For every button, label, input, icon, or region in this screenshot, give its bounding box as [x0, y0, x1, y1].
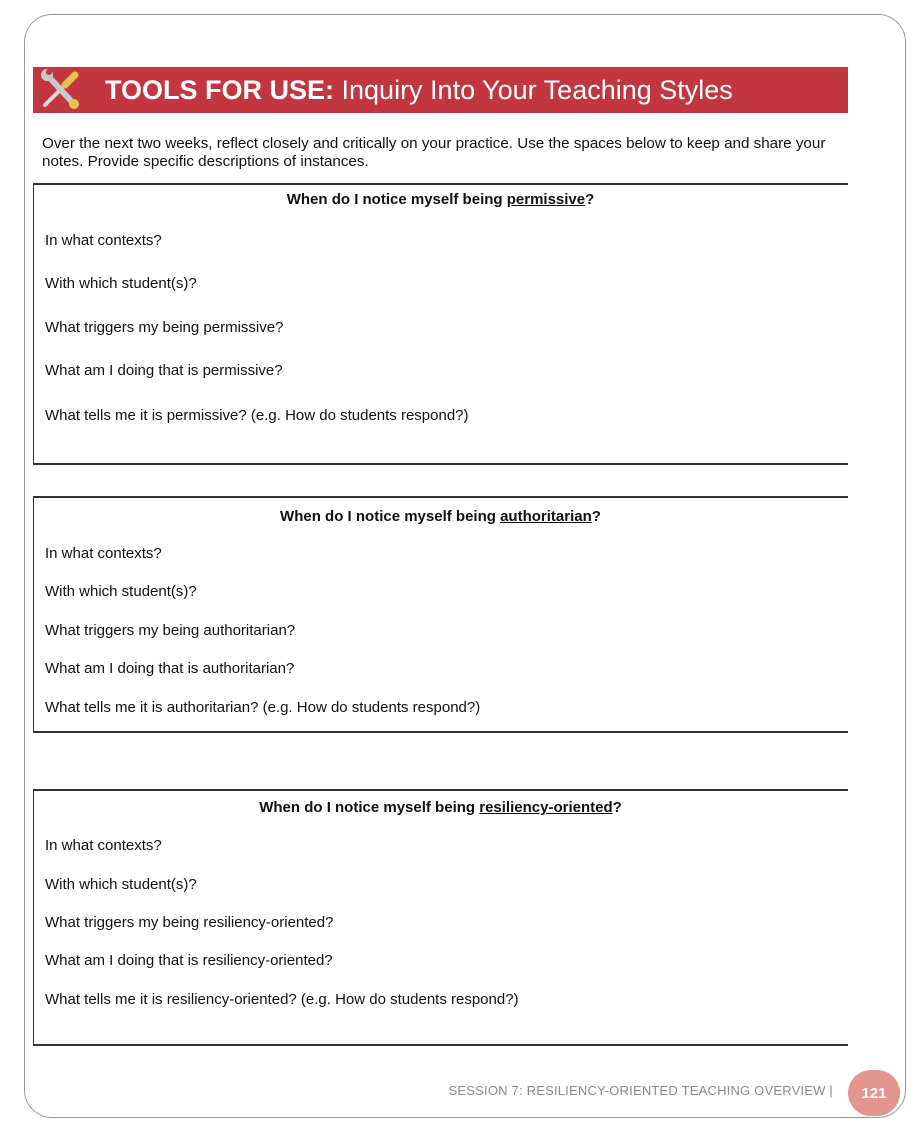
heading-suffix: ?	[585, 191, 595, 208]
question-contexts: In what contexts?	[45, 545, 162, 562]
section-heading	[34, 191, 847, 208]
heading-prefix: When do I notice myself being	[280, 508, 501, 525]
question-tells: What tells me it is resiliency-oriented? (e.g. How do students respond?)	[45, 991, 519, 1008]
question-students: With which student(s)?	[45, 876, 197, 893]
heading-style: authoritarian	[500, 508, 592, 525]
title-banner	[33, 67, 848, 113]
section-permissive	[33, 183, 848, 465]
heading-prefix: When do I notice myself being	[286, 191, 507, 208]
section-heading	[34, 799, 847, 816]
tools-icon	[37, 67, 83, 113]
page-title	[105, 67, 733, 113]
question-tells: What tells me it is permissive? (e.g. How do students respond?)	[45, 407, 469, 424]
section-authoritarian	[33, 496, 848, 733]
question-doing: What am I doing that is resiliency-oriented?	[45, 952, 333, 969]
question-doing: What am I doing that is authoritarian?	[45, 660, 295, 677]
question-students: With which student(s)?	[45, 275, 197, 292]
page-number-badge: 121	[848, 1070, 900, 1116]
question-doing: What am I doing that is permissive?	[45, 362, 283, 379]
question-contexts: In what contexts?	[45, 232, 162, 249]
question-tells: What tells me it is authoritarian? (e.g. How do students respond?)	[45, 699, 481, 716]
section-heading	[34, 508, 847, 525]
question-triggers: What triggers my being authoritarian?	[45, 622, 296, 639]
footer-session-label: SESSION 7: RESILIENCY-ORIENTED TEACHING OVERVIEW |	[448, 1083, 833, 1098]
section-resiliency-oriented	[33, 789, 848, 1046]
question-triggers: What triggers my being resiliency-oriented?	[45, 914, 334, 931]
heading-prefix: When do I notice myself being	[259, 799, 480, 816]
intro-paragraph: Over the next two weeks, reflect closely and critically on your practice. Use the spaces below to keep and share your notes. Provide specific descriptions of instances.	[42, 135, 826, 170]
heading-suffix: ?	[612, 799, 622, 816]
question-contexts: In what contexts?	[45, 837, 162, 854]
title-prefix: TOOLS FOR USE:	[105, 75, 335, 105]
heading-style: resiliency-oriented	[479, 799, 613, 816]
heading-suffix: ?	[591, 508, 601, 525]
question-triggers: What triggers my being permissive?	[45, 319, 284, 336]
question-students: With which student(s)?	[45, 583, 197, 600]
title-text: Inquiry Into Your Teaching Styles	[334, 75, 733, 105]
heading-style: permissive	[506, 191, 586, 208]
